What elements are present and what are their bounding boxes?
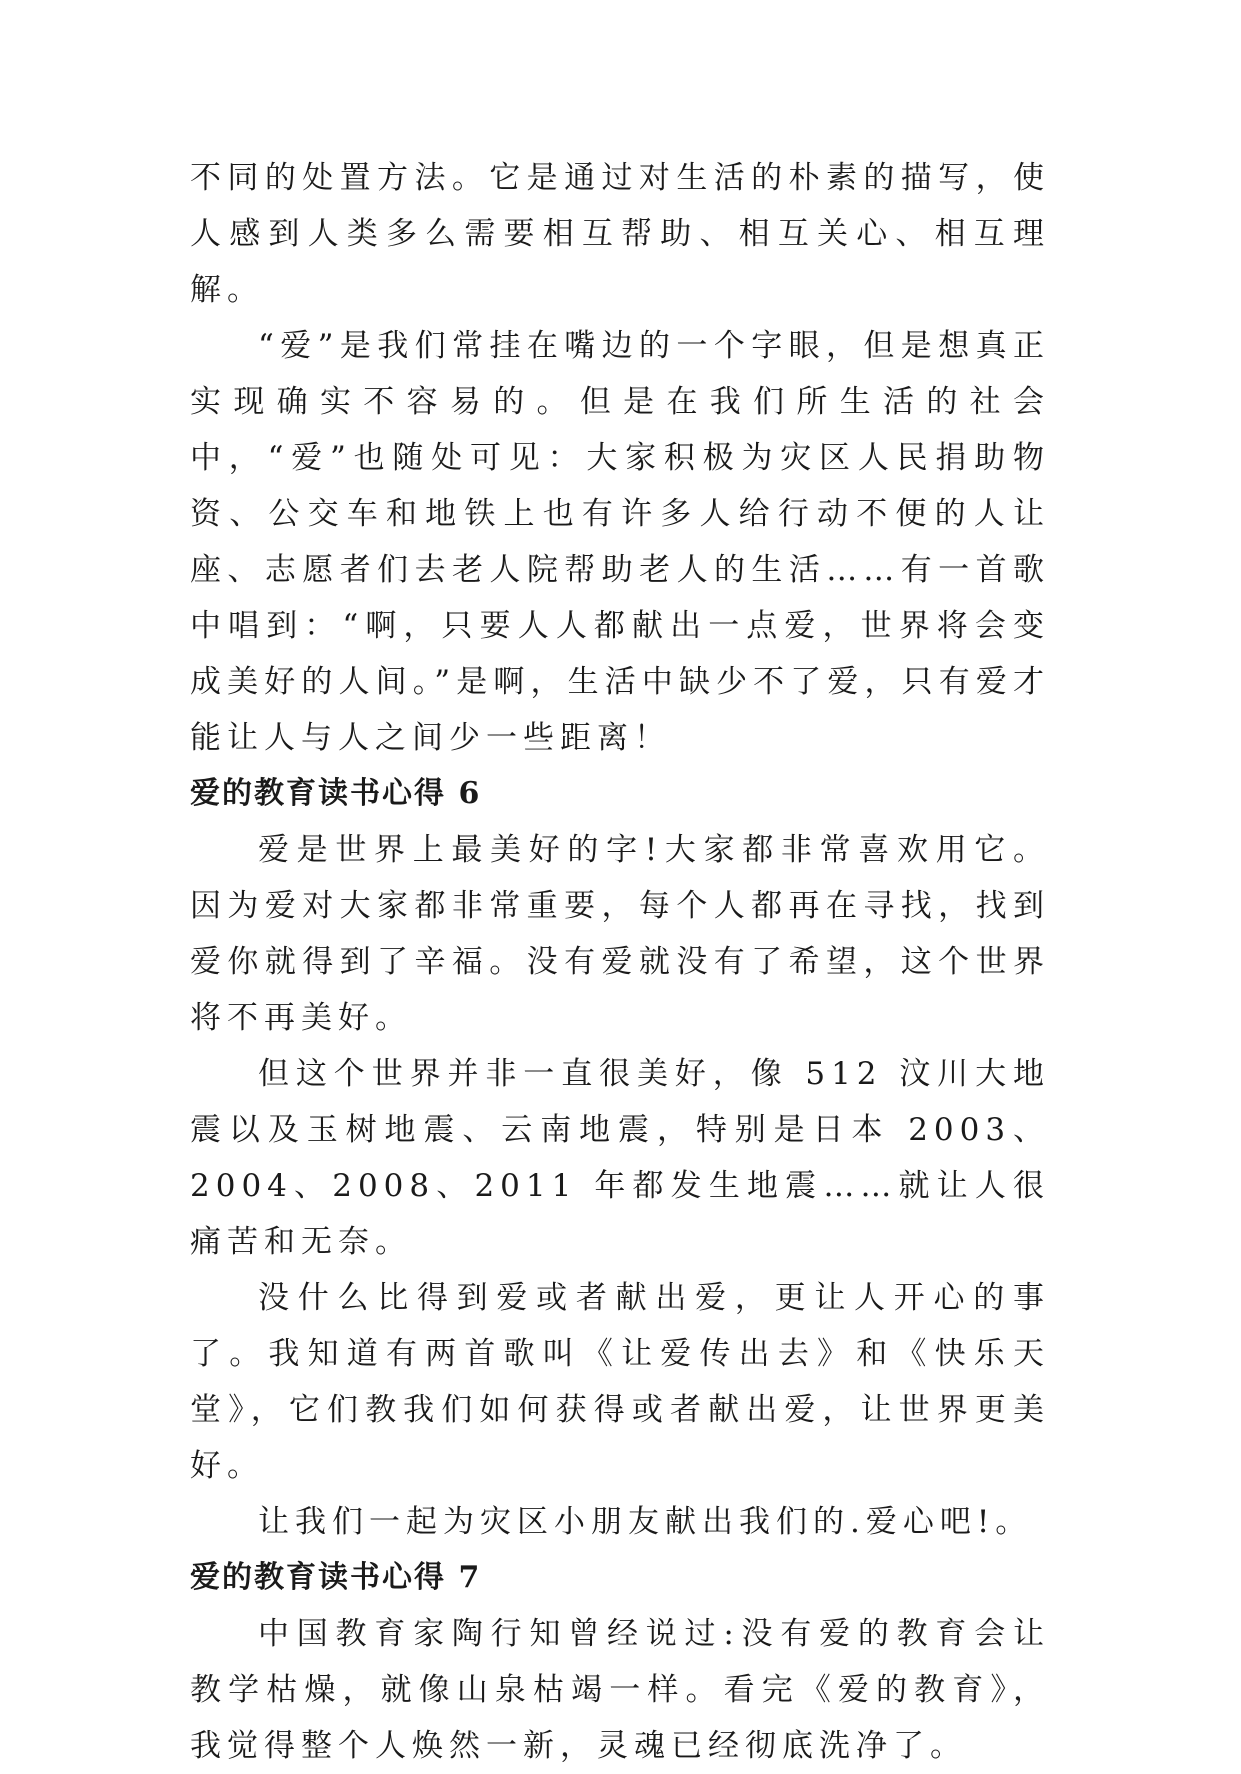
paragraph-tao-xingzhi: 中国教育家陶行知曾经说过:没有爱的教育会让教学枯燥，就像山泉枯竭一样。看完《爱的教育》，我觉得整个人焕然一新，灵魂已经彻底洗净了。 xyxy=(190,1616,1050,1764)
paragraph-continuation: 不同的处置方法。它是通过对生活的朴素的描写，使人感到人类多么需要相互帮助、相互关心、相互理解。 xyxy=(190,160,1050,308)
paragraph-songs: 没什么比得到爱或者献出爱，更让人开心的事了。我知道有两首歌叫《让爱传出去》和《快乐天堂》，它们教我们如何获得或者献出爱，让世界更美好。 xyxy=(190,1280,1050,1484)
section-heading-6: 爱的教育读书心得 6 xyxy=(190,776,482,811)
paragraph-earthquakes: 但这个世界并非一直很美好，像 512 汶川大地震以及玉树地震、云南地震，特别是日本 2003、2004、2008、2011 年都发生地震……就让人很痛苦和无奈。 xyxy=(190,1056,1050,1260)
document-page xyxy=(190,150,1050,1774)
paragraph-love-best-word: 爱是世界上最美好的字!大家都非常喜欢用它。因为爱对大家都非常重要，每个人都再在寻找，找到爱你就得到了辛福。没有爱就没有了希望，这个世界将不再美好。 xyxy=(190,832,1050,1036)
paragraph-call-to-action: 让我们一起为灾区小朋友献出我们的.爱心吧!。 xyxy=(258,1504,1033,1540)
paragraph-love-everywhere: “爱”是我们常挂在嘴边的一个字眼，但是想真正实现确实不容易的。但是在我们所生活的社会中，“爱”也随处可见：大家积极为灾区人民捐助物资、公交车和地铁上也有许多人给行动不便的人让座、志愿者们去老人院帮助老人的生活……有一首歌中唱到：“啊，只要人人都献出一点爱，世界将会变成美好的人间。”是啊，生活中缺少不了爱，只有爱才能让人与人之间少一些距离！ xyxy=(190,328,1050,756)
section-heading-7: 爱的教育读书心得 7 xyxy=(190,1560,482,1595)
